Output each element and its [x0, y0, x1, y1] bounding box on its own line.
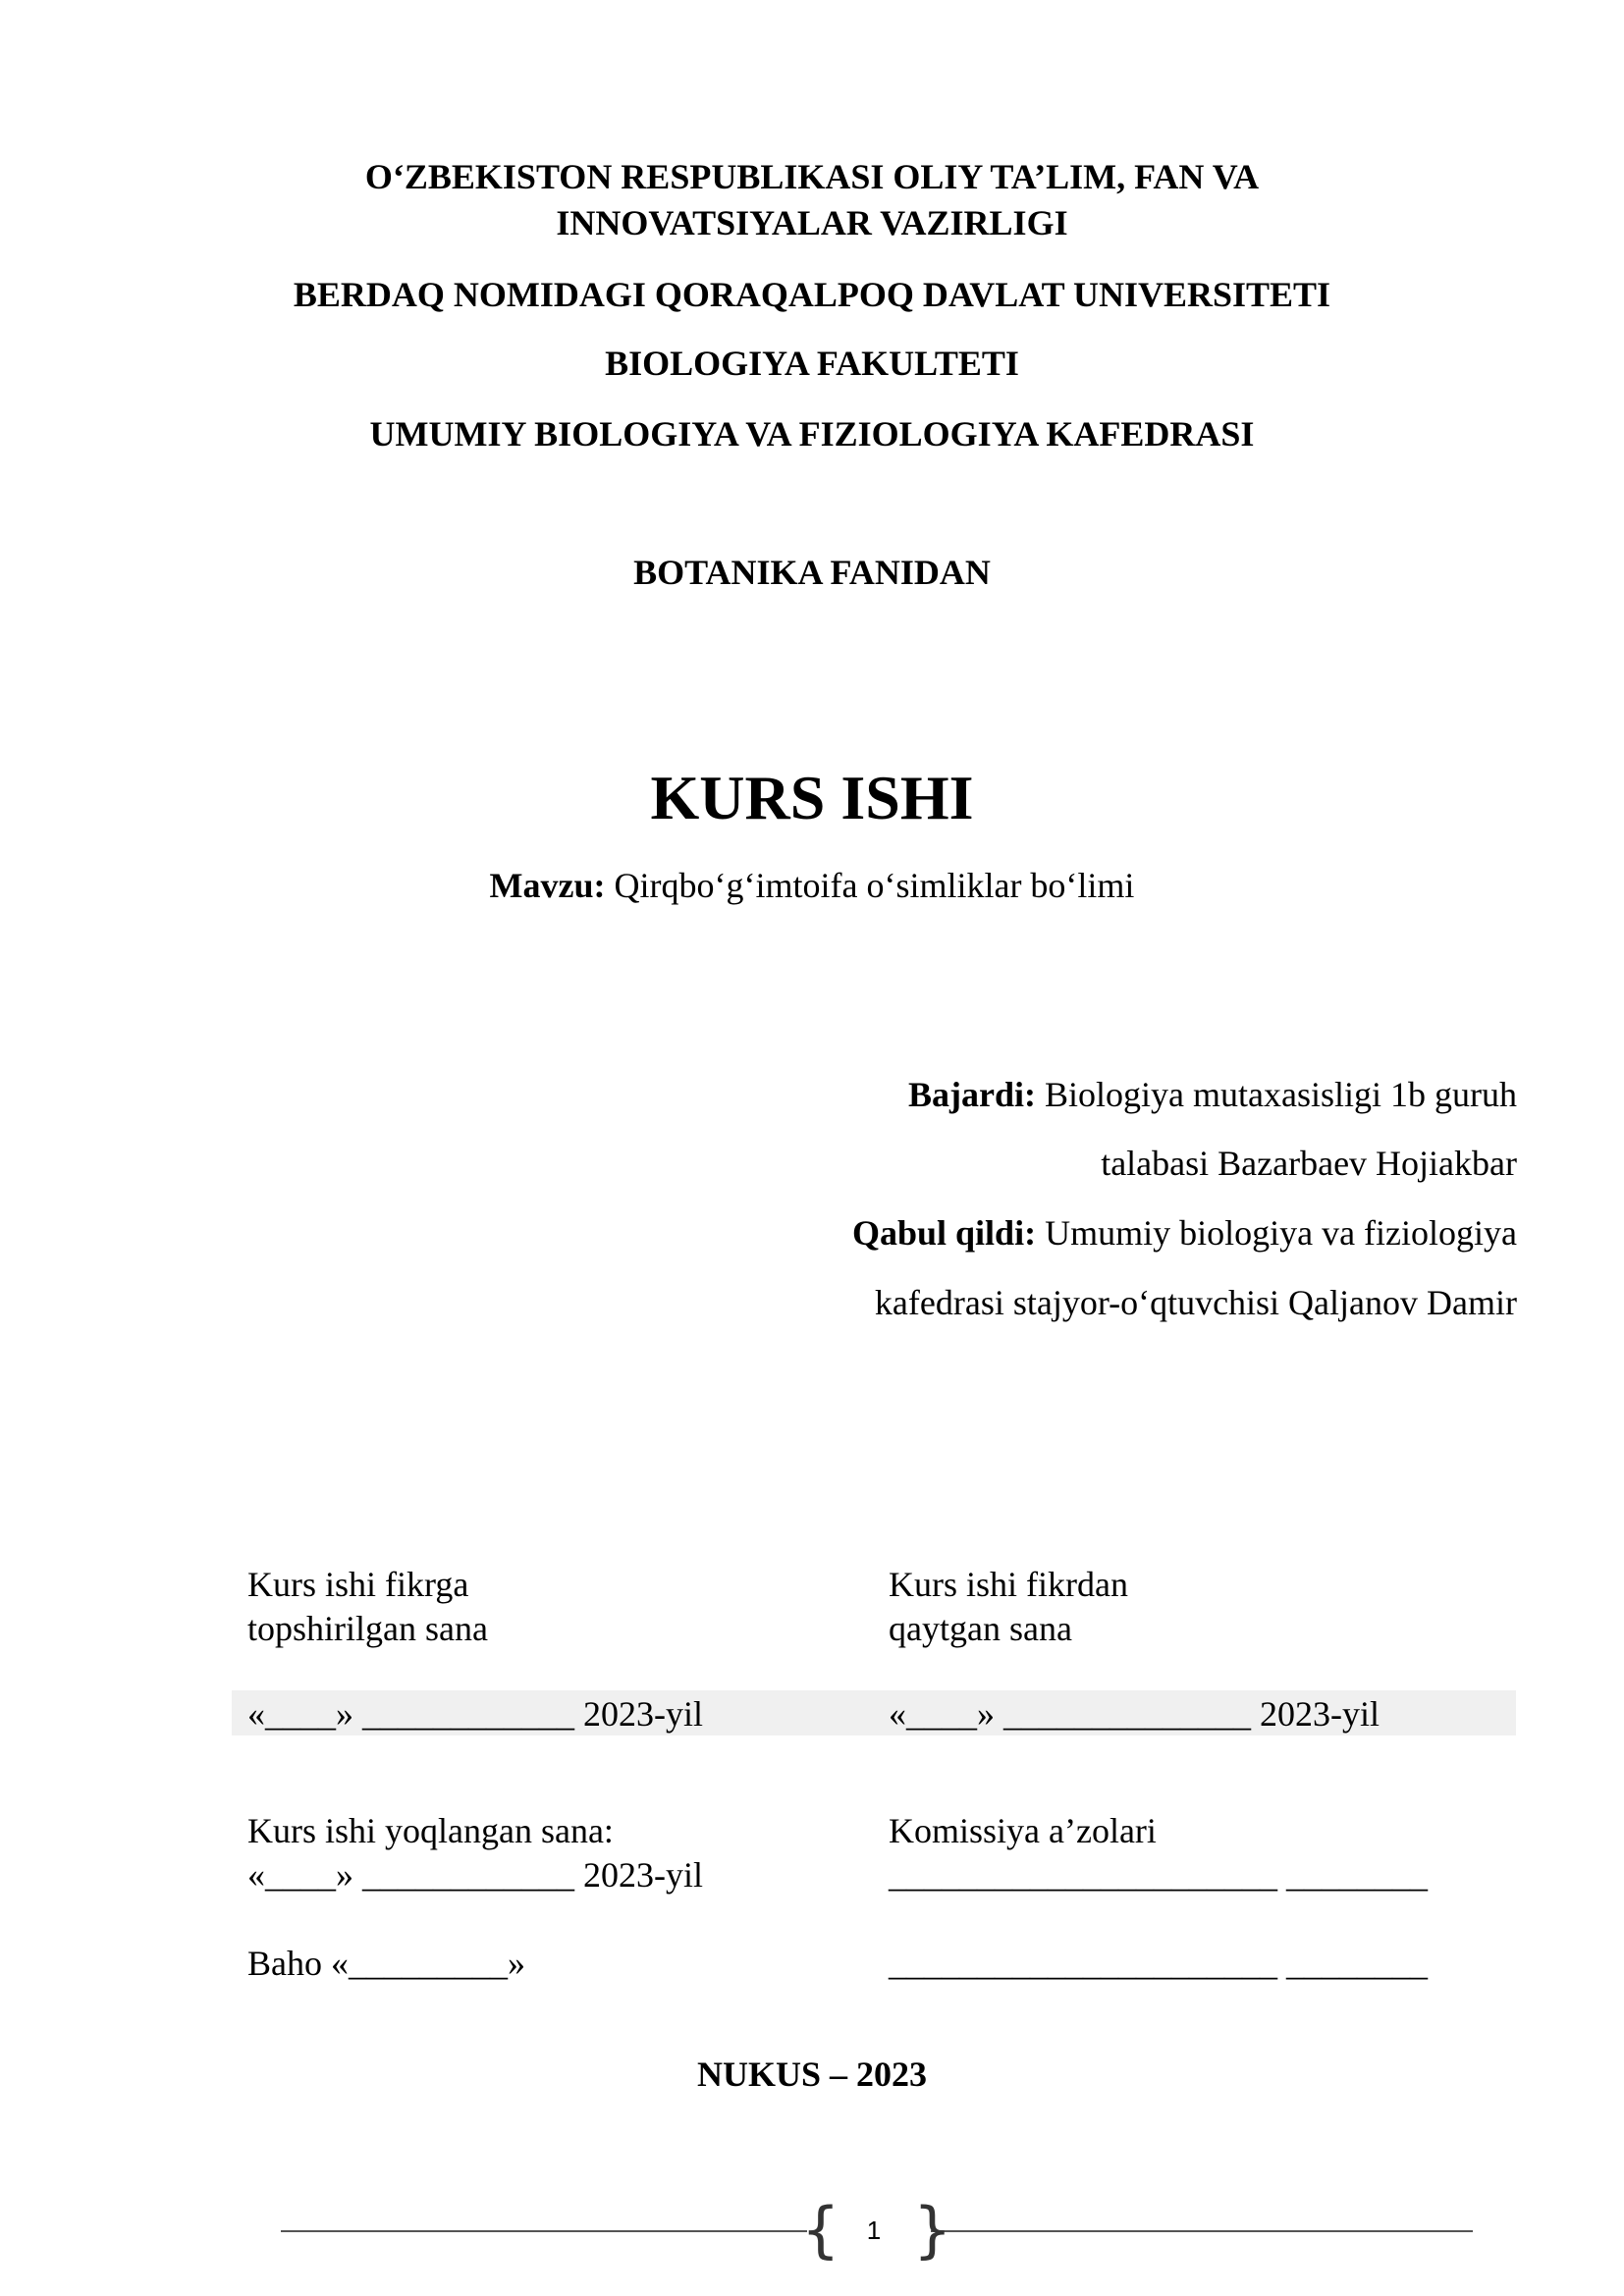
- faculty-name: BIOLOGIYA FAKULTETI: [605, 344, 1019, 383]
- university-name: BERDAQ NOMIDAGI QORAQALPOQ DAVLAT UNIVERSITETI: [293, 275, 1331, 314]
- commission-signature-line-2: ______________________ ________: [889, 1944, 1428, 1983]
- city-year: NUKUS – 2023: [696, 2055, 928, 2094]
- returned-label-2: qaytgan sana: [889, 1609, 1072, 1648]
- defended-date-field: «____» ____________ 2023-yil: [247, 1855, 703, 1895]
- topic-label: Mavzu:: [489, 866, 606, 905]
- footer-rule-left: [281, 2230, 807, 2232]
- returned-date-field: «____» ______________ 2023-yil: [889, 1694, 1380, 1734]
- submitted-date-field: «____» ____________ 2023-yil: [247, 1694, 703, 1734]
- topic-line: [0, 864, 1624, 907]
- performer-line-2: talabasi Bazarbaev Hojiakbar: [1101, 1144, 1517, 1183]
- ministry-line-2: INNOVATSIYALAR VAZIRLIGI: [556, 203, 1068, 242]
- reviewer-line-1: [852, 1211, 1517, 1255]
- performer-label: Bajardi:: [908, 1075, 1037, 1114]
- footer-rule-right: [931, 2230, 1473, 2232]
- page-number: 1: [866, 2216, 882, 2245]
- subject-name: BOTANIKA FANIDAN: [633, 553, 991, 592]
- reviewer-label: Qabul qildi:: [851, 1213, 1037, 1253]
- submitted-label-2: topshirilgan sana: [247, 1609, 488, 1648]
- document-title: KURS ISHI: [650, 763, 974, 832]
- grade-field: Baho «_________»: [247, 1944, 525, 1983]
- page-bracket-left-icon: {: [801, 2194, 840, 2266]
- page-bracket-right-icon: }: [913, 2194, 952, 2266]
- submitted-label-1: Kurs ishi fikrga: [247, 1565, 469, 1604]
- performer-group: Biologiya mutaxasisligi 1b guruh: [1045, 1075, 1517, 1114]
- commission-label: Komissiya a’zolari: [889, 1811, 1157, 1850]
- commission-signature-line-1: ______________________ ________: [889, 1855, 1428, 1895]
- returned-label-1: Kurs ishi fikrdan: [889, 1565, 1128, 1604]
- department-name: UMUMIY BIOLOGIYA VA FIZIOLOGIYA KAFEDRASI: [369, 414, 1255, 454]
- reviewer-line-2: kafedrasi stajyor-o‘qtuvchisi Qaljanov Damir: [874, 1283, 1517, 1322]
- topic-value: Qirqbo‘g‘imtoifa o‘simliklar bo‘limi: [614, 866, 1135, 905]
- defended-label: Kurs ishi yoqlangan sana:: [247, 1811, 614, 1850]
- reviewer-department: Umumiy biologiya va fiziologiya: [1045, 1213, 1517, 1253]
- ministry-line-1: O‘ZBEKISTON RESPUBLIKASI OLIY TA’LIM, FAN VA: [364, 157, 1260, 196]
- performer-line-1: [908, 1073, 1517, 1116]
